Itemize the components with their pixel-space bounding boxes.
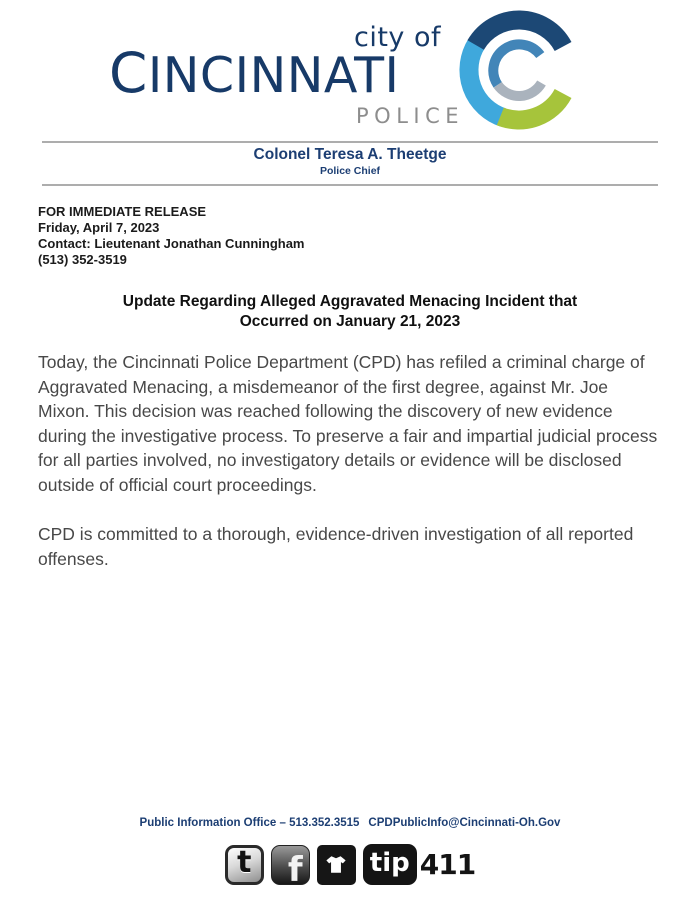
release-line-phone: (513) 352-3519 (38, 252, 127, 267)
body-paragraph-1: Today, the Cincinnati Police Department (CPD) has refiled a criminal charge of Aggravated Menacing, a misdemeanor of the first degree, against Mr. Joe Mixon. This decision was reached following the discovery of new evidence during the investigative process. To preserve a fair and impartial judicial process for all parties involved, no investigatory details or evidence will be disclosed outside of official court proceedings. (38, 352, 658, 495)
release-line-date: Friday, April 7, 2023 (38, 220, 160, 235)
logo-city-of-text: city of (354, 22, 442, 53)
logo-cincinnati-text: CINCINNATI (109, 41, 400, 105)
footer-office-phone: Public Information Office – 513.352.3515 (139, 817, 360, 829)
social-icons-row (0, 844, 700, 885)
release-line-contact: Contact: Lieutenant Jonathan Cunningham (38, 236, 305, 251)
headline-line-1: Update Regarding Alleged Aggravated Menacing Incident that (122, 293, 578, 310)
facebook-glyph: f (287, 849, 303, 885)
cincinnati-c-logo-icon (446, 6, 596, 134)
police-chief-title: Police Chief (319, 165, 381, 177)
tshirt-icon[interactable] (317, 845, 356, 885)
tshirt-glyph (325, 855, 347, 874)
twitter-glyph: t (237, 845, 252, 880)
release-line-immediate: FOR IMMEDIATE RELEASE (38, 204, 207, 219)
footer-contact-line (0, 817, 700, 829)
body-paragraph-2: CPD is committed to a thorough, evidence-driven investigation of all reported offenses. (38, 524, 634, 569)
twitter-icon[interactable] (225, 845, 264, 885)
police-chief-name: Colonel Teresa A. Theetge (253, 146, 447, 163)
release-info-block (38, 204, 305, 268)
facebook-icon[interactable] (271, 845, 310, 885)
tip411-number-label: 411 (419, 848, 476, 881)
tip411-icon[interactable] (363, 844, 475, 885)
divider-bottom (42, 184, 658, 186)
footer-email: CPDPublicInfo@Cincinnati-Oh.Gov (368, 817, 561, 829)
tip411-tip-label: tip (363, 844, 417, 885)
logo-police-text: POLICE (356, 104, 465, 128)
divider-top (42, 141, 658, 143)
headline (0, 292, 700, 331)
headline-line-2: Occurred on January 21, 2023 (239, 312, 461, 330)
